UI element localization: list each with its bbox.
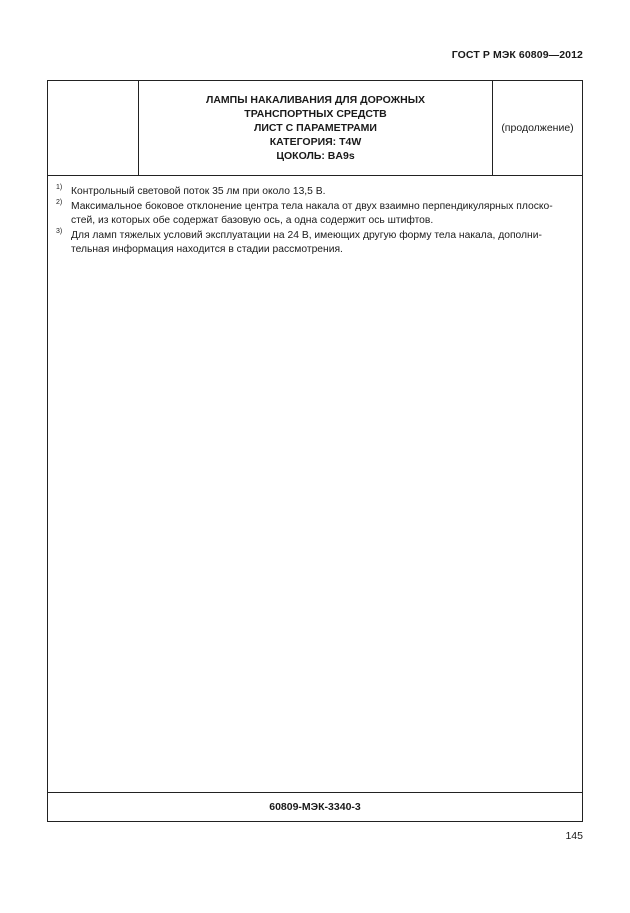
title-line: ТРАНСПОРТНЫХ СРЕДСТВ <box>244 108 387 120</box>
sheet-frame <box>47 80 583 822</box>
document-code: ГОСТ Р МЭК 60809—2012 <box>451 49 583 61</box>
footnotes <box>55 185 572 258</box>
page-number: 145 <box>565 830 583 842</box>
footnote-line: Для ламп тяжелых условий эксплуатации на 24 В, имеющих другую форму тела накала, дополни- <box>71 229 542 241</box>
title-line: ЛАМПЫ НАКАЛИВАНИЯ ДЛЯ ДОРОЖНЫХ <box>205 94 426 106</box>
title-line: КАТЕГОРИЯ: T4W <box>269 136 362 148</box>
footnote <box>55 200 572 229</box>
footnote-line: стей, из которых обе содержат базовую ось, а одна содержит ось штифтов. <box>71 215 434 226</box>
footnote <box>55 185 572 200</box>
title-line: ЛИСТ С ПАРАМЕТРАМИ <box>254 122 377 134</box>
footnote <box>55 229 572 258</box>
continuation-label: (продолжение) <box>501 122 574 134</box>
footnote-line: Максимальное боковое отклонение центра тела накала от двух взаимно перпендикулярных плоско- <box>71 200 553 212</box>
footnote-marker: 1) <box>56 184 63 191</box>
sheet-title <box>139 81 493 175</box>
footnote-line: Контрольный световой поток 35 лм при около 13,5 В. <box>71 186 326 197</box>
footnote-line: тельная информация находится в стадии рассмотрения. <box>71 244 343 255</box>
sheet-number: 60809-МЭК-3340-3 <box>48 792 582 821</box>
sheet-header <box>48 81 582 176</box>
footnote-marker: 2) <box>56 198 63 206</box>
header-left-cell <box>48 81 139 175</box>
title-line: ЦОКОЛЬ: BA9s <box>276 150 355 162</box>
footnote-marker: 3) <box>56 227 63 235</box>
